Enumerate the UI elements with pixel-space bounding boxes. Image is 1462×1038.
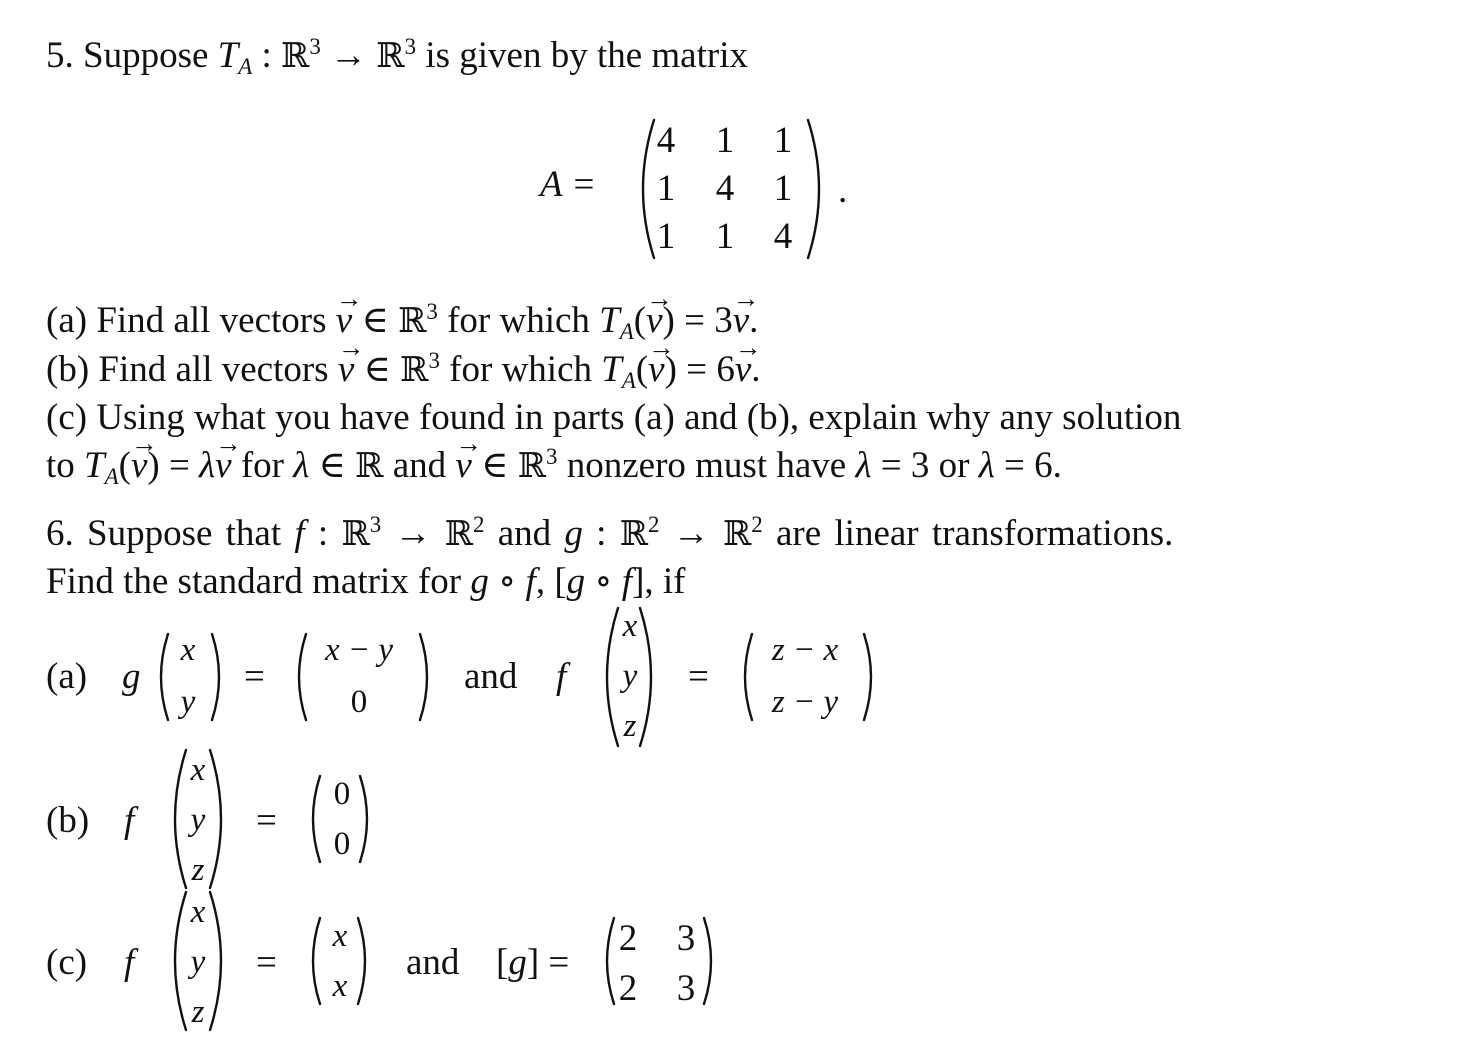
and-text: and: [464, 656, 518, 697]
matrix-a-label: A =: [540, 164, 597, 205]
matrix-a-cell: 1: [773, 168, 793, 209]
matrix-a-cell: 1: [715, 120, 735, 161]
matrix-a-cell: 4: [656, 120, 676, 161]
f-out-cell: 0: [333, 826, 351, 862]
problem-5a: (a) Find all vectors → v ∈ ℝ$^3$ for which TA(→ v) = 3→ v.: [46, 302, 758, 339]
problem-5c-line2: to TA(→ v) = λ→ v for λ ∈ ℝ and → v ∈ ℝ$^3$ nonzero must have λ = 3 or λ = 6.: [46, 447, 1062, 484]
problem-6a-label: (a): [46, 656, 88, 697]
equals-sign: =: [256, 800, 277, 841]
problem-6c-label: (c): [46, 942, 88, 983]
problem-5-title: 5. Suppose TA : ℝ$^3$ → ℝ$^3$ is given by the matrix: [46, 34, 748, 79]
f-out-cell: x: [332, 918, 348, 954]
g-matrix-cell: 2: [618, 968, 638, 1009]
g-in-cell: y: [180, 684, 196, 720]
f-out-right-paren: [356, 774, 378, 864]
f-out-cell: 0: [333, 776, 351, 812]
problem-5b: (b) Find all vectors → v ∈ ℝ$^3$ for which TA(→ v) = 6→ v.: [46, 351, 761, 388]
g-out-cell: x − y: [324, 632, 394, 668]
problem-6-line2: Find the standard matrix for g ∘ f, [g ∘ f], if: [46, 561, 686, 602]
and-text: and: [406, 942, 460, 983]
g-matrix-cell: 2: [618, 918, 638, 959]
matrix-a-right-paren: [804, 118, 834, 260]
f-in-cell: z: [191, 994, 205, 1030]
f-out-right-paren: [860, 632, 882, 722]
f-in-cell: y: [190, 802, 206, 838]
f-in-cell: x: [190, 752, 206, 788]
f-symbol: f: [556, 656, 567, 697]
f-in-cell: z: [623, 708, 637, 744]
problem-6-title: 6. Suppose that f : ℝ$^3$ → ℝ$^2$ and g : ℝ$^2$ → ℝ$^2$ are linear transformations.: [46, 512, 1174, 554]
matrix-a-period: .: [838, 170, 848, 211]
equals-sign: =: [244, 656, 265, 697]
f-in-right-paren: [206, 748, 236, 890]
g-out-cell: 0: [350, 684, 368, 720]
f-in-right-paren: [636, 606, 666, 748]
g-matrix-label: [g] =: [496, 942, 570, 983]
problem-6b-label: (b): [46, 800, 90, 841]
g-in-cell: x: [180, 632, 196, 668]
matrix-a-cell: 1: [656, 216, 676, 257]
g-matrix-cell: 3: [676, 968, 696, 1009]
matrix-a-cell: 1: [656, 168, 676, 209]
f-in-cell: z: [191, 852, 205, 888]
f-symbol: f: [124, 800, 135, 841]
equals-sign: =: [688, 656, 709, 697]
matrix-a-cell: 4: [715, 168, 735, 209]
f-in-cell: x: [190, 894, 206, 930]
f-out-cell: x: [332, 968, 348, 1004]
matrix-a-cell: 4: [773, 216, 793, 257]
g-in-right-paren: [208, 632, 230, 722]
problem-5c-line1: (c) Using what you have found in parts (a) and (b), explain why any solution: [46, 397, 1182, 438]
f-out-cell: z − x: [771, 632, 839, 668]
g-symbol: g: [122, 656, 141, 697]
g-matrix-right-paren: [700, 916, 722, 1006]
matrix-a-cell: 1: [773, 120, 793, 161]
f-in-cell: y: [190, 944, 206, 980]
g-matrix-cell: 3: [676, 918, 696, 959]
f-symbol: f: [124, 942, 135, 983]
f-in-right-paren: [206, 890, 236, 1032]
f-out-right-paren: [354, 916, 376, 1006]
f-in-cell: y: [622, 658, 638, 694]
f-out-left-paren: [302, 774, 324, 864]
g-out-right-paren: [416, 632, 438, 722]
equals-sign: =: [256, 942, 277, 983]
f-out-cell: z − y: [771, 684, 839, 720]
f-in-cell: x: [622, 608, 638, 644]
matrix-a-cell: 1: [715, 216, 735, 257]
